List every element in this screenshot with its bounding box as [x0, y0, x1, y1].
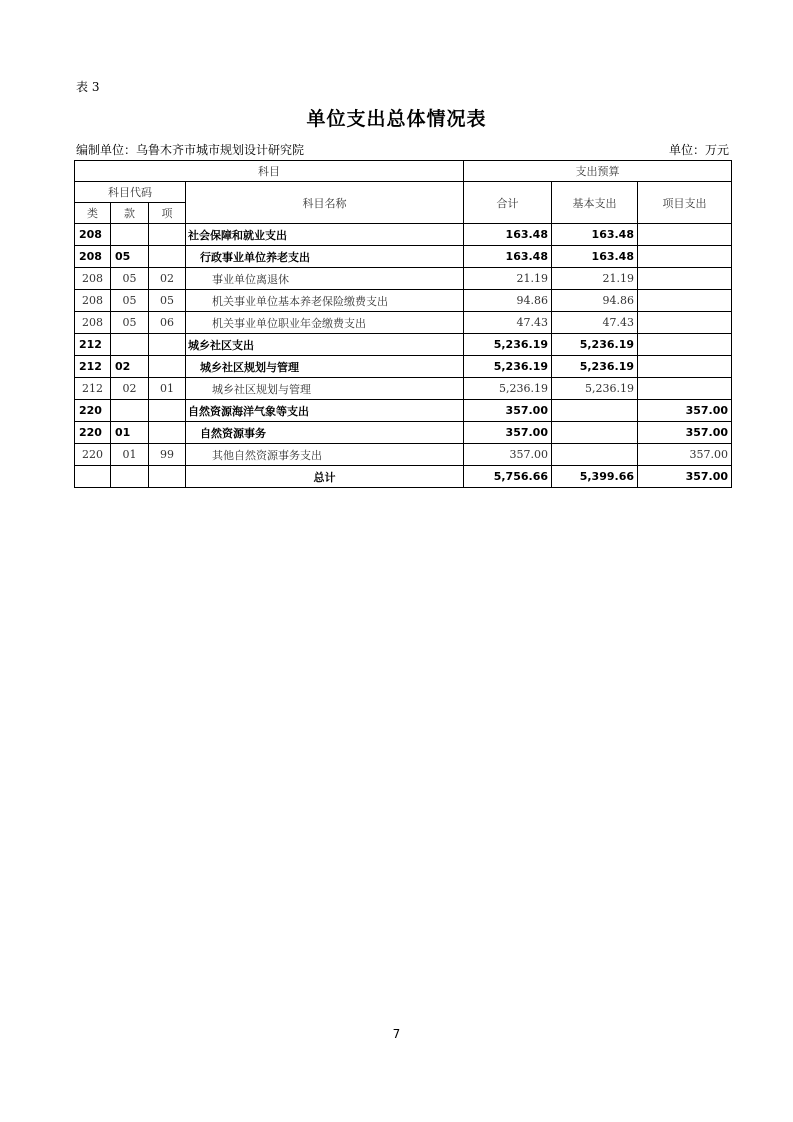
cell-project: [638, 246, 732, 268]
cell-total: 5,236.19: [464, 356, 552, 378]
cell-lei: 220: [75, 444, 111, 466]
header-project: 项目支出: [638, 182, 732, 224]
cell-xiang: 01: [149, 378, 186, 400]
table-row: [75, 268, 732, 290]
cell-total: 5,236.19: [464, 378, 552, 400]
cell-project: 357.00: [638, 400, 732, 422]
page-title: 单位支出总体情况表: [306, 108, 487, 130]
cell-xiang: [149, 422, 186, 444]
empty-cell: [111, 466, 149, 488]
empty-cell: [149, 466, 186, 488]
cell-project: [638, 224, 732, 246]
cell-kuan: 05: [111, 312, 149, 334]
cell-name: 社会保障和就业支出: [186, 224, 464, 246]
cell-kuan: 02: [111, 356, 149, 378]
header-subject: 科目: [75, 161, 464, 182]
cell-xiang: [149, 400, 186, 422]
cell-total: 357.00: [464, 422, 552, 444]
compiling-unit: 编制单位：乌鲁木齐市城市规划设计研究院: [76, 143, 305, 157]
cell-basic: [552, 400, 638, 422]
cell-name: 机关事业单位基本养老保险缴费支出: [186, 290, 464, 312]
table-row: [75, 290, 732, 312]
cell-project: [638, 356, 732, 378]
cell-total: 357.00: [464, 400, 552, 422]
cell-lei: 212: [75, 378, 111, 400]
cell-xiang: 99: [149, 444, 186, 466]
table-row: [75, 444, 732, 466]
header-xiang: 项: [149, 203, 186, 224]
header-lei: 类: [75, 203, 111, 224]
cell-kuan: 01: [111, 444, 149, 466]
table-row: [75, 312, 732, 334]
table-row: [75, 334, 732, 356]
table-row: [75, 400, 732, 422]
grand-total-total: 5,756.66: [464, 466, 552, 488]
cell-project: 357.00: [638, 444, 732, 466]
cell-basic: [552, 422, 638, 444]
cell-project: [638, 378, 732, 400]
cell-name: 机关事业单位职业年金缴费支出: [186, 312, 464, 334]
grand-total-row: [75, 466, 732, 488]
cell-kuan: 05: [111, 290, 149, 312]
cell-xiang: 05: [149, 290, 186, 312]
cell-kuan: 02: [111, 378, 149, 400]
cell-basic: 94.86: [552, 290, 638, 312]
cell-xiang: [149, 356, 186, 378]
cell-name: 行政事业单位养老支出: [186, 246, 464, 268]
cell-total: 21.19: [464, 268, 552, 290]
cell-lei: 212: [75, 334, 111, 356]
header-code: 科目代码: [75, 182, 186, 203]
cell-basic: 47.43: [552, 312, 638, 334]
grand-total-project: 357.00: [638, 466, 732, 488]
header-kuan: 款: [111, 203, 149, 224]
header-row-2: [75, 182, 732, 203]
empty-cell: [75, 466, 111, 488]
cell-lei: 208: [75, 224, 111, 246]
table-row: [75, 422, 732, 444]
cell-name: 事业单位离退休: [186, 268, 464, 290]
cell-lei: 208: [75, 246, 111, 268]
cell-total: 94.86: [464, 290, 552, 312]
cell-total: 163.48: [464, 246, 552, 268]
cell-total: 47.43: [464, 312, 552, 334]
cell-basic: 5,236.19: [552, 334, 638, 356]
table-row: [75, 378, 732, 400]
cell-kuan: 05: [111, 246, 149, 268]
cell-lei: 220: [75, 422, 111, 444]
cell-basic: 163.48: [552, 224, 638, 246]
cell-name: 城乡社区规划与管理: [186, 378, 464, 400]
cell-project: [638, 334, 732, 356]
cell-project: 357.00: [638, 422, 732, 444]
cell-kuan: 05: [111, 268, 149, 290]
page-number: 7: [392, 1027, 401, 1041]
header-row-1: [75, 161, 732, 182]
table-tag: 表 3: [76, 80, 100, 94]
cell-name: 城乡社区支出: [186, 334, 464, 356]
cell-basic: 163.48: [552, 246, 638, 268]
cell-name: 自然资源事务: [186, 422, 464, 444]
cell-xiang: 02: [149, 268, 186, 290]
cell-lei: 208: [75, 268, 111, 290]
header-name: 科目名称: [186, 182, 464, 224]
cell-lei: 220: [75, 400, 111, 422]
table-row: [75, 246, 732, 268]
cell-lei: 208: [75, 312, 111, 334]
table-row: [75, 356, 732, 378]
cell-total: 5,236.19: [464, 334, 552, 356]
cell-lei: 212: [75, 356, 111, 378]
expenditure-table: [74, 160, 732, 488]
cell-xiang: [149, 334, 186, 356]
cell-xiang: [149, 246, 186, 268]
cell-lei: 208: [75, 290, 111, 312]
cell-total: 163.48: [464, 224, 552, 246]
cell-kuan: [111, 224, 149, 246]
cell-xiang: 06: [149, 312, 186, 334]
currency-unit: 单位：万元: [668, 143, 729, 157]
cell-basic: [552, 444, 638, 466]
grand-total-basic: 5,399.66: [552, 466, 638, 488]
cell-name: 自然资源海洋气象等支出: [186, 400, 464, 422]
cell-kuan: 01: [111, 422, 149, 444]
header-basic: 基本支出: [552, 182, 638, 224]
header-budget: 支出预算: [464, 161, 732, 182]
cell-project: [638, 312, 732, 334]
cell-kuan: [111, 334, 149, 356]
grand-total-label: 总计: [186, 466, 464, 488]
cell-name: 其他自然资源事务支出: [186, 444, 464, 466]
cell-kuan: [111, 400, 149, 422]
cell-project: [638, 268, 732, 290]
cell-name: 城乡社区规划与管理: [186, 356, 464, 378]
cell-project: [638, 290, 732, 312]
header-total: 合计: [464, 182, 552, 224]
cell-xiang: [149, 224, 186, 246]
cell-basic: 21.19: [552, 268, 638, 290]
cell-basic: 5,236.19: [552, 356, 638, 378]
cell-basic: 5,236.19: [552, 378, 638, 400]
table-row: [75, 224, 732, 246]
cell-total: 357.00: [464, 444, 552, 466]
